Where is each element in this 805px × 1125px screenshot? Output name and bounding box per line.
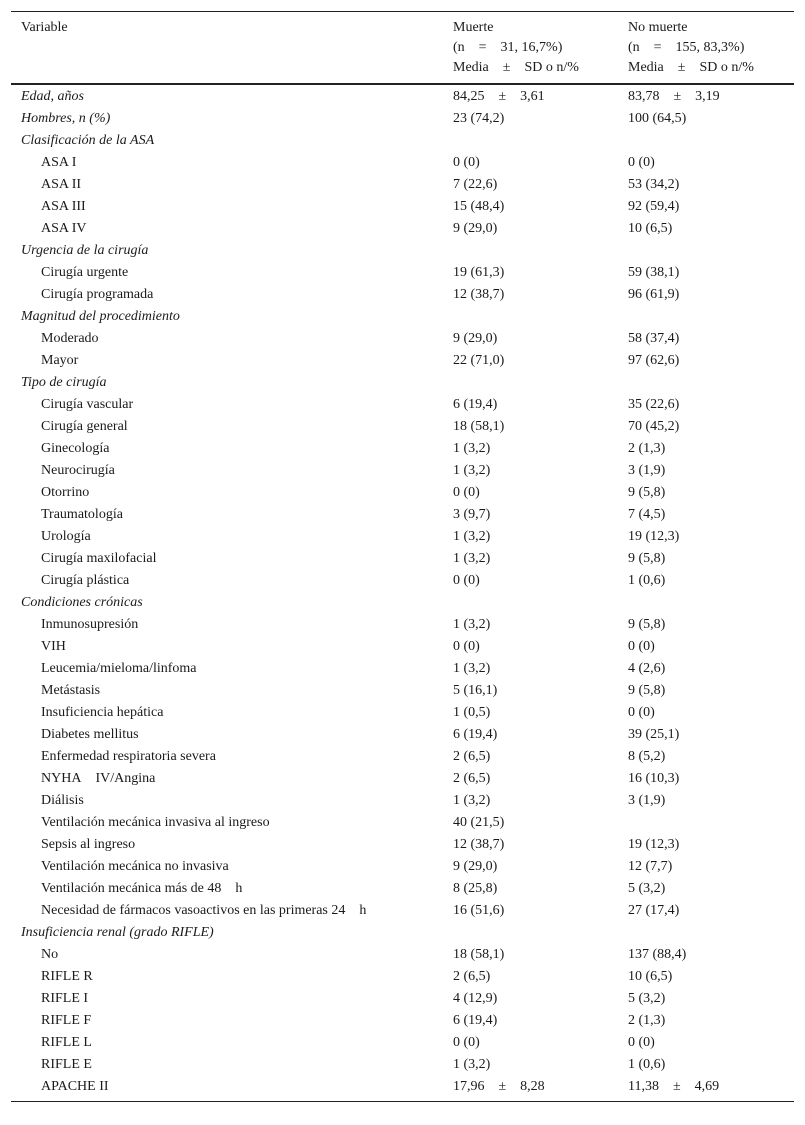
row-label: Cirugía vascular	[41, 397, 134, 412]
row-muerte-value	[453, 372, 628, 394]
table-row	[11, 768, 794, 790]
results-table	[11, 11, 794, 1102]
table-row	[11, 1032, 794, 1054]
row-label: Condiciones crónicas	[21, 595, 143, 610]
row-muerte-value: 16 (51,6)	[453, 903, 505, 918]
row-label: No	[41, 947, 59, 962]
row-muerte-value	[453, 130, 628, 152]
row-muerte-value: 3 (9,7)	[453, 507, 491, 522]
row-muerte-value: 1 (3,2)	[453, 441, 491, 456]
table-row	[11, 438, 794, 460]
row-no-muerte-value: 0 (0)	[628, 639, 655, 654]
table-category-row	[11, 240, 794, 262]
table-row	[11, 570, 794, 592]
row-muerte-value: 9 (29,0)	[453, 859, 498, 874]
header-no-muerte	[628, 12, 794, 85]
row-label: Metástasis	[41, 683, 101, 698]
row-muerte-value: 40 (21,5)	[453, 815, 505, 830]
row-label: Inmunosupresión	[41, 617, 139, 632]
row-no-muerte-value: 7 (4,5)	[628, 507, 666, 522]
row-no-muerte-value: 5 (3,2)	[628, 881, 666, 896]
table-category-row	[11, 306, 794, 328]
row-label: Ginecología	[41, 441, 110, 456]
header-variable: Variable	[11, 12, 453, 85]
row-no-muerte-value	[628, 592, 794, 614]
row-muerte-value: 1 (3,2)	[453, 661, 491, 676]
table-row	[11, 900, 794, 922]
header-muerte-stat: Media ± SD o n/%	[453, 60, 579, 75]
table-row	[11, 152, 794, 174]
row-label: Moderado	[41, 331, 99, 346]
row-label: Enfermedad respiratoria severa	[41, 749, 216, 764]
row-label: ASA IV	[41, 221, 87, 236]
row-label: Urología	[41, 529, 91, 544]
row-label: Necesidad de fármacos vasoactivos en las primeras 24 h	[41, 903, 367, 918]
table-row	[11, 196, 794, 218]
row-label: Insuficiencia renal (grado RIFLE)	[21, 925, 214, 940]
row-muerte-value: 1 (3,2)	[453, 551, 491, 566]
row-label: VIH	[41, 639, 66, 654]
row-label: Cirugía plástica	[41, 573, 130, 588]
row-no-muerte-value	[628, 240, 794, 262]
row-label: APACHE II	[41, 1079, 109, 1094]
row-label: RIFLE F	[41, 1013, 92, 1028]
header-no-muerte-stat: Media ± SD o n/%	[628, 60, 754, 75]
row-no-muerte-value: 59 (38,1)	[628, 265, 680, 280]
row-no-muerte-value: 12 (7,7)	[628, 859, 673, 874]
row-no-muerte-value: 11,38 ± 4,69	[628, 1079, 720, 1094]
row-muerte-value: 5 (16,1)	[453, 683, 498, 698]
table-row	[11, 1054, 794, 1076]
row-label: Insuficiencia hepática	[41, 705, 164, 720]
row-muerte-value: 8 (25,8)	[453, 881, 498, 896]
table-row	[11, 108, 794, 130]
row-label: ASA II	[41, 177, 82, 192]
row-no-muerte-value: 5 (3,2)	[628, 991, 666, 1006]
header-muerte	[453, 12, 628, 85]
row-muerte-value: 15 (48,4)	[453, 199, 505, 214]
row-no-muerte-value: 83,78 ± 3,19	[628, 89, 720, 104]
row-no-muerte-value	[628, 812, 794, 834]
row-muerte-value: 9 (29,0)	[453, 331, 498, 346]
table-row	[11, 614, 794, 636]
row-label: Diálisis	[41, 793, 84, 808]
table-row	[11, 658, 794, 680]
row-no-muerte-value: 92 (59,4)	[628, 199, 680, 214]
row-label: Sepsis al ingreso	[41, 837, 136, 852]
table-row	[11, 944, 794, 966]
row-no-muerte-value: 70 (45,2)	[628, 419, 680, 434]
row-no-muerte-value: 8 (5,2)	[628, 749, 666, 764]
table-row	[11, 812, 794, 834]
row-no-muerte-value: 39 (25,1)	[628, 727, 680, 742]
row-label: Diabetes mellitus	[41, 727, 139, 742]
row-no-muerte-value	[628, 306, 794, 328]
table-row	[11, 262, 794, 284]
row-label: Tipo de cirugía	[21, 375, 107, 390]
row-label: Traumatología	[41, 507, 123, 522]
header-muerte-title: Muerte	[453, 20, 494, 35]
row-no-muerte-value: 9 (5,8)	[628, 485, 666, 500]
row-no-muerte-value: 53 (34,2)	[628, 177, 680, 192]
table-row	[11, 790, 794, 812]
row-label: Urgencia de la cirugía	[21, 243, 149, 258]
row-muerte-value: 18 (58,1)	[453, 419, 505, 434]
row-label: Ventilación mecánica no invasiva	[41, 859, 229, 874]
row-muerte-value: 6 (19,4)	[453, 397, 498, 412]
table-row	[11, 834, 794, 856]
table-category-row	[11, 922, 794, 944]
row-no-muerte-value	[628, 372, 794, 394]
row-no-muerte-value	[628, 922, 794, 944]
row-label: ASA I	[41, 155, 77, 170]
row-no-muerte-value: 100 (64,5)	[628, 111, 687, 126]
table-category-row	[11, 372, 794, 394]
row-no-muerte-value: 1 (0,6)	[628, 1057, 666, 1072]
row-muerte-value: 1 (3,2)	[453, 617, 491, 632]
table-row	[11, 988, 794, 1010]
table-row	[11, 526, 794, 548]
row-no-muerte-value: 9 (5,8)	[628, 617, 666, 632]
table-row	[11, 174, 794, 196]
row-no-muerte-value: 27 (17,4)	[628, 903, 680, 918]
row-label: NYHA IV/Angina	[41, 771, 156, 786]
row-muerte-value	[453, 922, 628, 944]
table-row	[11, 218, 794, 240]
row-muerte-value: 6 (19,4)	[453, 1013, 498, 1028]
row-label: Hombres, n (%)	[21, 111, 111, 126]
row-label: RIFLE E	[41, 1057, 92, 1072]
row-no-muerte-value: 2 (1,3)	[628, 441, 666, 456]
row-muerte-value: 1 (3,2)	[453, 793, 491, 808]
table-row	[11, 724, 794, 746]
table-row	[11, 548, 794, 570]
row-no-muerte-value: 10 (6,5)	[628, 969, 673, 984]
table-row	[11, 284, 794, 306]
row-muerte-value: 1 (3,2)	[453, 529, 491, 544]
table-row	[11, 84, 794, 108]
table-category-row	[11, 592, 794, 614]
row-muerte-value	[453, 240, 628, 262]
table-row	[11, 416, 794, 438]
row-no-muerte-value: 58 (37,4)	[628, 331, 680, 346]
row-no-muerte-value: 19 (12,3)	[628, 529, 680, 544]
row-no-muerte-value	[628, 130, 794, 152]
table-row	[11, 350, 794, 372]
table-body	[11, 84, 794, 1102]
row-muerte-value: 12 (38,7)	[453, 287, 505, 302]
header-no-muerte-n: (n = 155, 83,3%)	[628, 40, 745, 55]
row-label: Mayor	[41, 353, 79, 368]
row-muerte-value: 1 (0,5)	[453, 705, 491, 720]
row-no-muerte-value: 16 (10,3)	[628, 771, 680, 786]
row-no-muerte-value: 0 (0)	[628, 155, 655, 170]
row-muerte-value: 84,25 ± 3,61	[453, 89, 545, 104]
row-label: Cirugía general	[41, 419, 128, 434]
row-muerte-value: 18 (58,1)	[453, 947, 505, 962]
row-muerte-value: 1 (3,2)	[453, 463, 491, 478]
header-row	[11, 12, 794, 85]
row-label: Otorrino	[41, 485, 90, 500]
row-label: Neurocirugía	[41, 463, 115, 478]
row-no-muerte-value: 0 (0)	[628, 1035, 655, 1050]
row-muerte-value: 0 (0)	[453, 485, 480, 500]
row-no-muerte-value: 1 (0,6)	[628, 573, 666, 588]
row-muerte-value: 0 (0)	[453, 1035, 480, 1050]
row-label: RIFLE R	[41, 969, 93, 984]
table-header	[11, 12, 794, 85]
row-muerte-value	[453, 592, 628, 614]
row-muerte-value: 22 (71,0)	[453, 353, 505, 368]
row-label: Clasificación de la ASA	[21, 133, 155, 148]
table-row	[11, 680, 794, 702]
row-no-muerte-value: 3 (1,9)	[628, 463, 666, 478]
table-row	[11, 636, 794, 658]
table-row	[11, 702, 794, 724]
row-muerte-value: 17,96 ± 8,28	[453, 1079, 545, 1094]
row-no-muerte-value: 4 (2,6)	[628, 661, 666, 676]
row-no-muerte-value: 2 (1,3)	[628, 1013, 666, 1028]
table-row	[11, 746, 794, 768]
row-label: ASA III	[41, 199, 86, 214]
row-label: Cirugía maxilofacial	[41, 551, 157, 566]
row-no-muerte-value: 19 (12,3)	[628, 837, 680, 852]
row-label: Cirugía programada	[41, 287, 154, 302]
table-row	[11, 966, 794, 988]
row-muerte-value	[453, 306, 628, 328]
table-category-row	[11, 130, 794, 152]
row-no-muerte-value: 10 (6,5)	[628, 221, 673, 236]
row-label: Edad, años	[21, 89, 84, 104]
row-label: Leucemia/mieloma/linfoma	[41, 661, 197, 676]
row-muerte-value: 1 (3,2)	[453, 1057, 491, 1072]
table-row	[11, 460, 794, 482]
row-muerte-value: 2 (6,5)	[453, 749, 491, 764]
table-row	[11, 1010, 794, 1032]
row-muerte-value: 4 (12,9)	[453, 991, 498, 1006]
row-label: RIFLE I	[41, 991, 89, 1006]
row-muerte-value: 2 (6,5)	[453, 771, 491, 786]
row-muerte-value: 9 (29,0)	[453, 221, 498, 236]
row-muerte-value: 0 (0)	[453, 639, 480, 654]
row-muerte-value: 7 (22,6)	[453, 177, 498, 192]
table-row	[11, 856, 794, 878]
header-muerte-n: (n = 31, 16,7%)	[453, 40, 563, 55]
table-row	[11, 394, 794, 416]
row-no-muerte-value: 137 (88,4)	[628, 947, 687, 962]
table-row	[11, 328, 794, 350]
row-no-muerte-value: 96 (61,9)	[628, 287, 680, 302]
row-muerte-value: 6 (19,4)	[453, 727, 498, 742]
row-no-muerte-value: 9 (5,8)	[628, 683, 666, 698]
row-no-muerte-value: 0 (0)	[628, 705, 655, 720]
row-no-muerte-value: 3 (1,9)	[628, 793, 666, 808]
row-label: RIFLE L	[41, 1035, 92, 1050]
row-label: Cirugía urgente	[41, 265, 129, 280]
row-muerte-value: 2 (6,5)	[453, 969, 491, 984]
row-muerte-value: 23 (74,2)	[453, 111, 505, 126]
row-no-muerte-value: 97 (62,6)	[628, 353, 680, 368]
row-muerte-value: 19 (61,3)	[453, 265, 505, 280]
table-row	[11, 878, 794, 900]
header-no-muerte-title: No muerte	[628, 20, 688, 35]
row-label: Ventilación mecánica más de 48 h	[41, 881, 243, 896]
table-row	[11, 1076, 794, 1102]
row-muerte-value: 0 (0)	[453, 573, 480, 588]
row-muerte-value: 0 (0)	[453, 155, 480, 170]
row-no-muerte-value: 35 (22,6)	[628, 397, 680, 412]
table-row	[11, 504, 794, 526]
row-no-muerte-value: 9 (5,8)	[628, 551, 666, 566]
row-label: Magnitud del procedimiento	[21, 309, 180, 324]
row-muerte-value: 12 (38,7)	[453, 837, 505, 852]
table-row	[11, 482, 794, 504]
row-label: Ventilación mecánica invasiva al ingreso	[41, 815, 270, 830]
